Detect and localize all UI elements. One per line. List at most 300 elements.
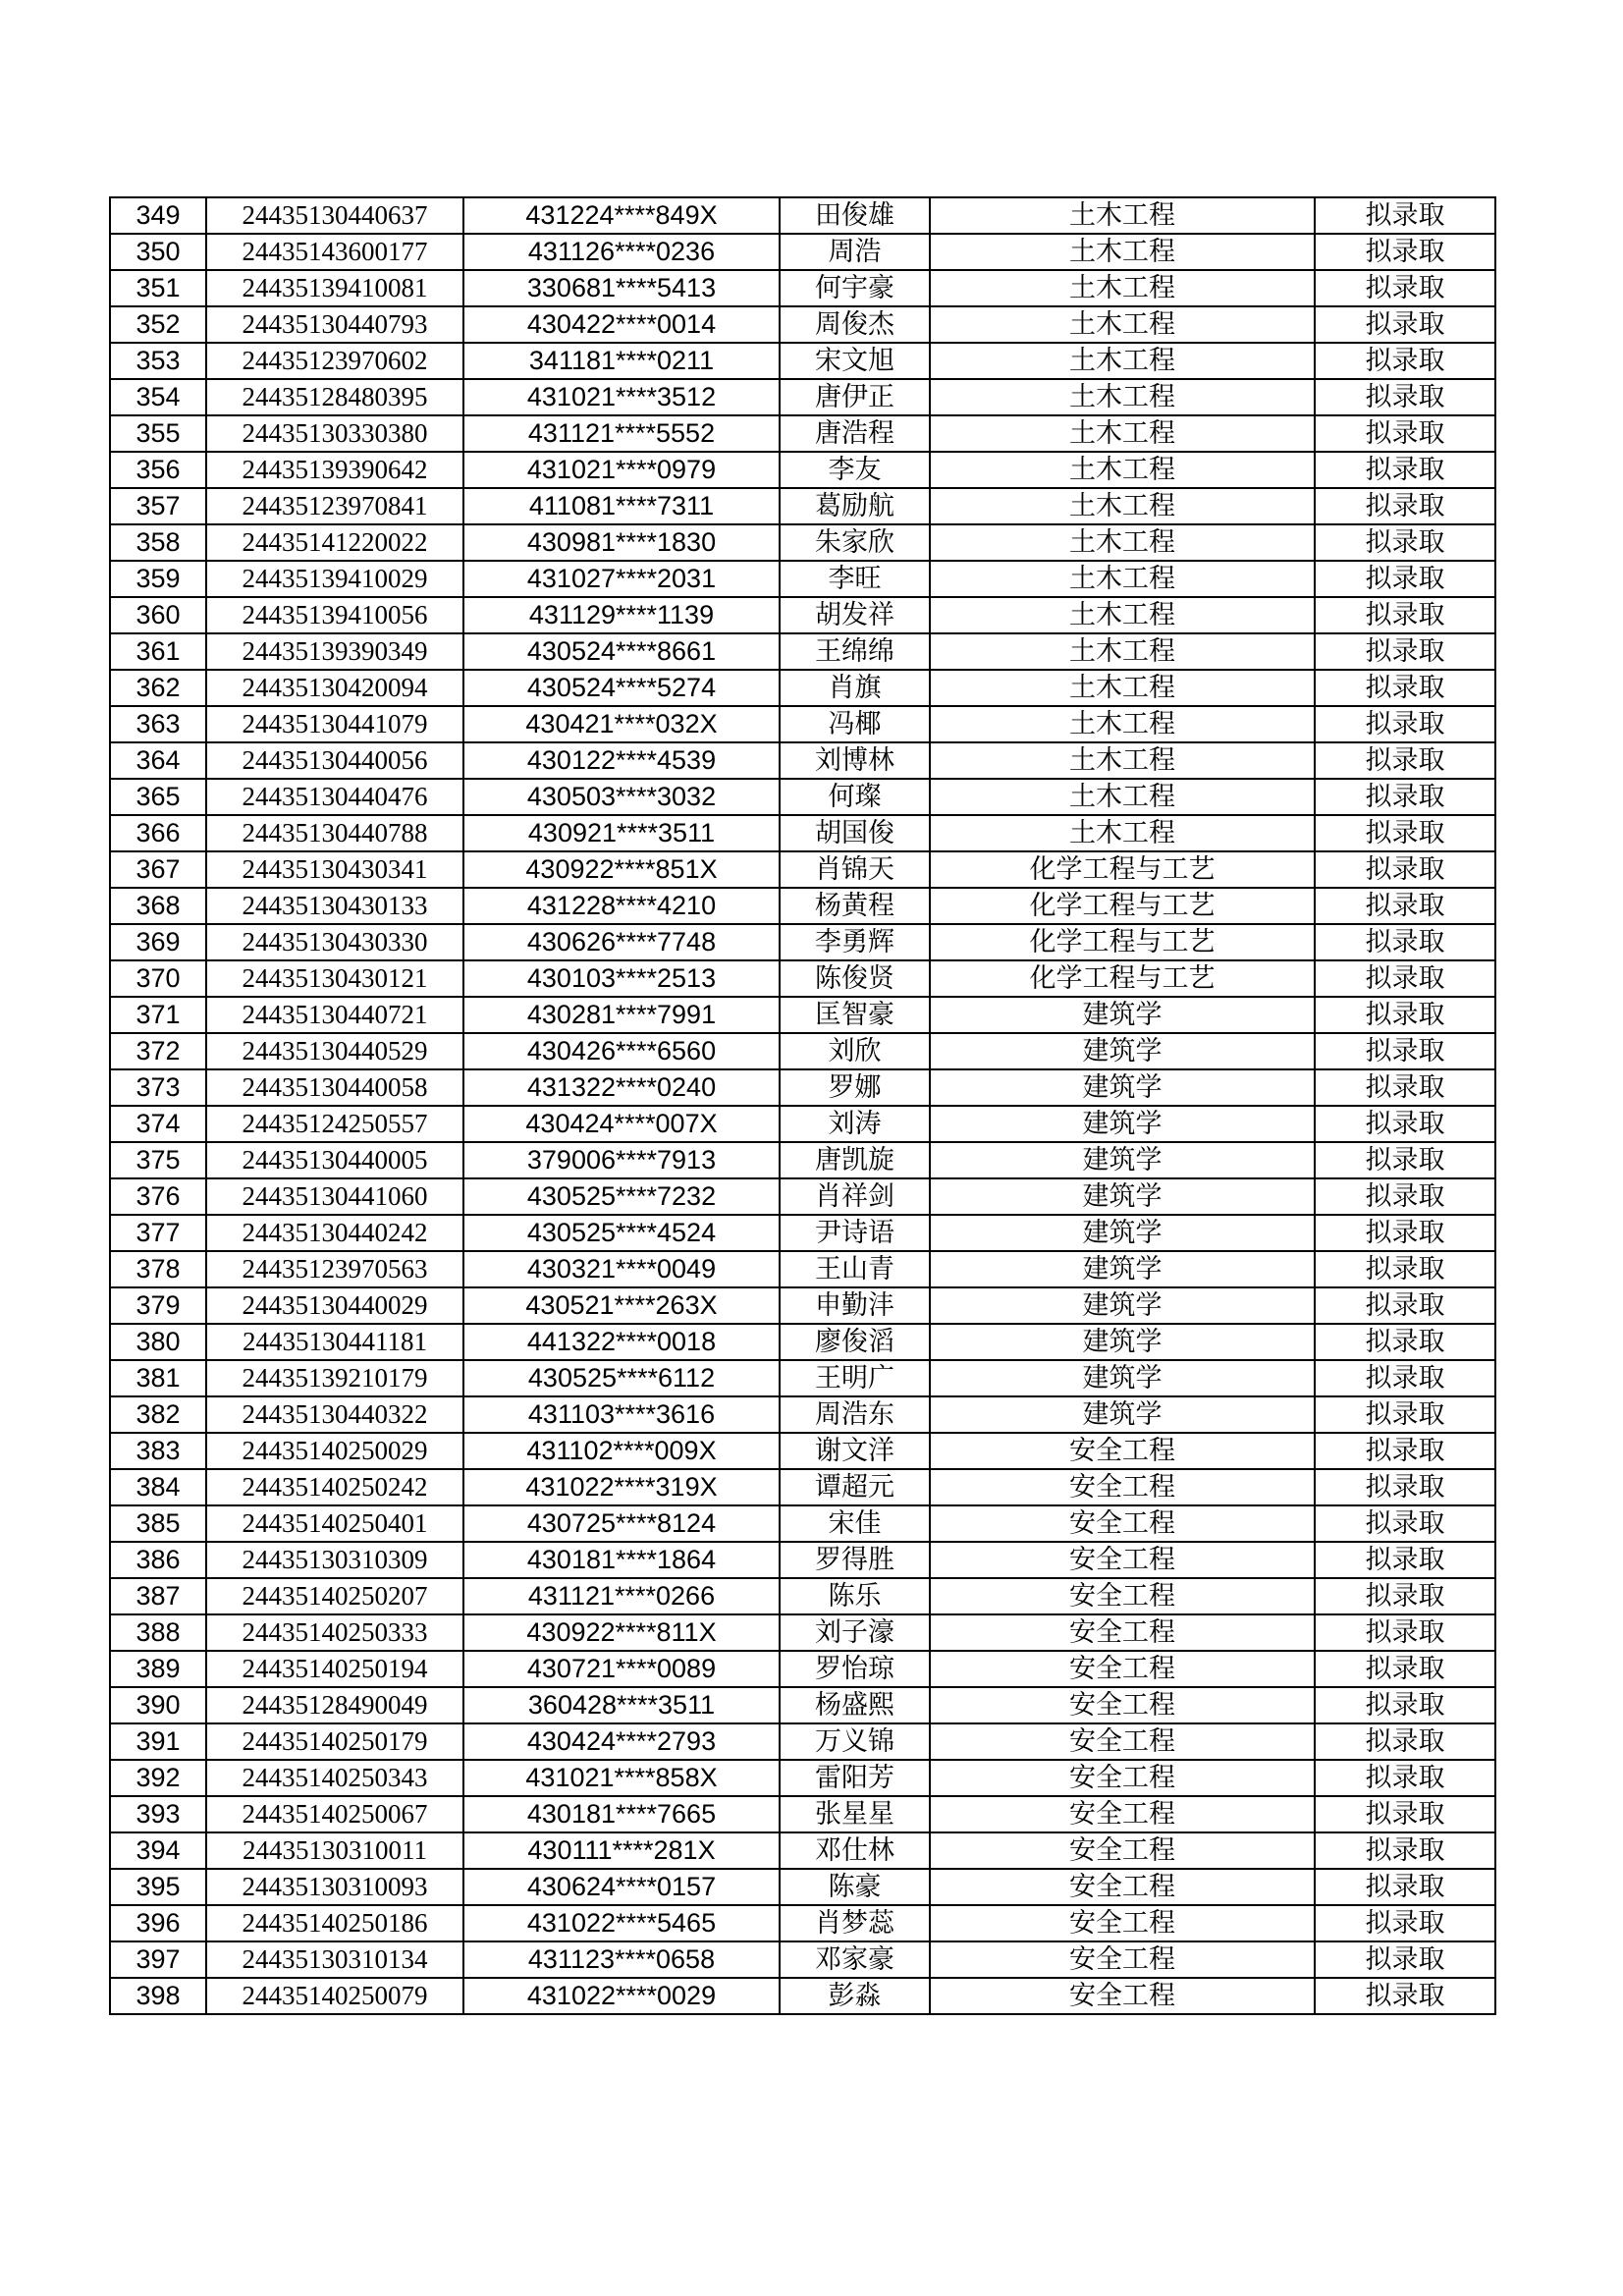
table-row	[110, 1287, 1495, 1324]
id-number-cell: 430111****281X	[463, 1832, 780, 1869]
major-cell: 安全工程	[930, 1505, 1315, 1542]
id-number-cell: 430624****0157	[463, 1869, 780, 1905]
student-name-cell: 肖旗	[780, 670, 930, 706]
exam-number-cell: 24435130440637	[206, 197, 463, 234]
table-row	[110, 1505, 1495, 1542]
status-cell: 拟录取	[1315, 1796, 1495, 1832]
student-name-cell: 罗得胜	[780, 1542, 930, 1578]
row-number-cell: 370	[110, 960, 206, 997]
id-number-cell: 430424****007X	[463, 1106, 780, 1142]
table-row	[110, 1433, 1495, 1469]
exam-number-cell: 24435140250179	[206, 1723, 463, 1760]
student-name-cell: 刘子濠	[780, 1614, 930, 1651]
status-cell: 拟录取	[1315, 197, 1495, 234]
student-name-cell: 周浩东	[780, 1396, 930, 1433]
id-number-cell: 430181****1864	[463, 1542, 780, 1578]
row-number-cell: 393	[110, 1796, 206, 1832]
exam-number-cell: 24435139210179	[206, 1360, 463, 1396]
student-name-cell: 肖祥剑	[780, 1178, 930, 1215]
major-cell: 安全工程	[930, 1687, 1315, 1723]
row-number-cell: 375	[110, 1142, 206, 1178]
id-number-cell: 379006****7913	[463, 1142, 780, 1178]
major-cell: 安全工程	[930, 1760, 1315, 1796]
exam-number-cell: 24435130440005	[206, 1142, 463, 1178]
student-name-cell: 刘涛	[780, 1106, 930, 1142]
row-number-cell: 349	[110, 197, 206, 234]
student-name-cell: 田俊雄	[780, 197, 930, 234]
exam-number-cell: 24435123970563	[206, 1251, 463, 1287]
table-row	[110, 343, 1495, 379]
exam-number-cell: 24435140250029	[206, 1433, 463, 1469]
row-number-cell: 376	[110, 1178, 206, 1215]
student-name-cell: 陈乐	[780, 1578, 930, 1614]
table-row	[110, 197, 1495, 234]
status-cell: 拟录取	[1315, 1869, 1495, 1905]
status-cell: 拟录取	[1315, 1106, 1495, 1142]
major-cell: 建筑学	[930, 997, 1315, 1033]
id-number-cell: 430525****6112	[463, 1360, 780, 1396]
major-cell: 安全工程	[930, 1578, 1315, 1614]
id-number-cell: 431021****0979	[463, 452, 780, 488]
major-cell: 土木工程	[930, 415, 1315, 452]
student-name-cell: 李旺	[780, 561, 930, 597]
student-name-cell: 万义锦	[780, 1723, 930, 1760]
major-cell: 土木工程	[930, 742, 1315, 779]
table-row	[110, 234, 1495, 270]
status-cell: 拟录取	[1315, 343, 1495, 379]
status-cell: 拟录取	[1315, 1287, 1495, 1324]
status-cell: 拟录取	[1315, 1832, 1495, 1869]
major-cell: 土木工程	[930, 234, 1315, 270]
row-number-cell: 382	[110, 1396, 206, 1433]
row-number-cell: 394	[110, 1832, 206, 1869]
id-number-cell: 431121****5552	[463, 415, 780, 452]
row-number-cell: 358	[110, 524, 206, 561]
exam-number-cell: 24435130440242	[206, 1215, 463, 1251]
row-number-cell: 351	[110, 270, 206, 306]
major-cell: 土木工程	[930, 197, 1315, 234]
status-cell: 拟录取	[1315, 1142, 1495, 1178]
major-cell: 建筑学	[930, 1396, 1315, 1433]
student-name-cell: 雷阳芳	[780, 1760, 930, 1796]
status-cell: 拟录取	[1315, 779, 1495, 815]
student-name-cell: 杨黄程	[780, 888, 930, 924]
row-number-cell: 371	[110, 997, 206, 1033]
row-number-cell: 395	[110, 1869, 206, 1905]
major-cell: 土木工程	[930, 306, 1315, 343]
exam-number-cell: 24435130440721	[206, 997, 463, 1033]
table-row	[110, 452, 1495, 488]
row-number-cell: 356	[110, 452, 206, 488]
status-cell: 拟录取	[1315, 1578, 1495, 1614]
exam-number-cell: 24435130310134	[206, 1941, 463, 1978]
status-cell: 拟录取	[1315, 1215, 1495, 1251]
row-number-cell: 366	[110, 815, 206, 851]
status-cell: 拟录取	[1315, 1033, 1495, 1069]
id-number-cell: 431322****0240	[463, 1069, 780, 1106]
student-name-cell: 宋佳	[780, 1505, 930, 1542]
student-name-cell: 冯椰	[780, 706, 930, 742]
major-cell: 安全工程	[930, 1614, 1315, 1651]
student-name-cell: 彭淼	[780, 1978, 930, 2014]
exam-number-cell: 24435140250333	[206, 1614, 463, 1651]
major-cell: 建筑学	[930, 1142, 1315, 1178]
row-number-cell: 383	[110, 1433, 206, 1469]
status-cell: 拟录取	[1315, 1360, 1495, 1396]
table-row	[110, 851, 1495, 888]
major-cell: 土木工程	[930, 633, 1315, 670]
status-cell: 拟录取	[1315, 1687, 1495, 1723]
table-row	[110, 1542, 1495, 1578]
major-cell: 土木工程	[930, 524, 1315, 561]
major-cell: 土木工程	[930, 379, 1315, 415]
student-name-cell: 唐伊正	[780, 379, 930, 415]
status-cell: 拟录取	[1315, 561, 1495, 597]
exam-number-cell: 24435130440029	[206, 1287, 463, 1324]
id-number-cell: 330681****5413	[463, 270, 780, 306]
table-row	[110, 997, 1495, 1033]
student-name-cell: 胡国俊	[780, 815, 930, 851]
id-number-cell: 431126****0236	[463, 234, 780, 270]
status-cell: 拟录取	[1315, 815, 1495, 851]
row-number-cell: 397	[110, 1941, 206, 1978]
student-name-cell: 陈俊贤	[780, 960, 930, 997]
id-number-cell: 430521****263X	[463, 1287, 780, 1324]
table-row	[110, 1796, 1495, 1832]
id-number-cell: 431022****319X	[463, 1469, 780, 1505]
status-cell: 拟录取	[1315, 633, 1495, 670]
exam-number-cell: 24435130430121	[206, 960, 463, 997]
table-row	[110, 1360, 1495, 1396]
row-number-cell: 372	[110, 1033, 206, 1069]
status-cell: 拟录取	[1315, 960, 1495, 997]
table-row	[110, 1469, 1495, 1505]
status-cell: 拟录取	[1315, 452, 1495, 488]
row-number-cell: 392	[110, 1760, 206, 1796]
status-cell: 拟录取	[1315, 379, 1495, 415]
student-name-cell: 胡发祥	[780, 597, 930, 633]
student-name-cell: 朱家欣	[780, 524, 930, 561]
exam-number-cell: 24435140250401	[206, 1505, 463, 1542]
major-cell: 建筑学	[930, 1215, 1315, 1251]
exam-number-cell: 24435141220022	[206, 524, 463, 561]
student-name-cell: 张星星	[780, 1796, 930, 1832]
exam-number-cell: 24435139410029	[206, 561, 463, 597]
major-cell: 土木工程	[930, 706, 1315, 742]
row-number-cell: 379	[110, 1287, 206, 1324]
table-row	[110, 1614, 1495, 1651]
exam-number-cell: 24435128490049	[206, 1687, 463, 1723]
student-name-cell: 唐凯旋	[780, 1142, 930, 1178]
exam-number-cell: 24435128480395	[206, 379, 463, 415]
status-cell: 拟录取	[1315, 851, 1495, 888]
row-number-cell: 385	[110, 1505, 206, 1542]
id-number-cell: 430422****0014	[463, 306, 780, 343]
table-row	[110, 1178, 1495, 1215]
exam-number-cell: 24435140250242	[206, 1469, 463, 1505]
major-cell: 安全工程	[930, 1978, 1315, 2014]
row-number-cell: 350	[110, 234, 206, 270]
id-number-cell: 431021****858X	[463, 1760, 780, 1796]
table-row	[110, 306, 1495, 343]
major-cell: 建筑学	[930, 1251, 1315, 1287]
exam-number-cell: 24435139410081	[206, 270, 463, 306]
student-name-cell: 罗怡琼	[780, 1651, 930, 1687]
id-number-cell: 430922****851X	[463, 851, 780, 888]
student-name-cell: 李勇辉	[780, 924, 930, 960]
student-name-cell: 何宇豪	[780, 270, 930, 306]
major-cell: 建筑学	[930, 1069, 1315, 1106]
major-cell: 建筑学	[930, 1106, 1315, 1142]
status-cell: 拟录取	[1315, 597, 1495, 633]
student-name-cell: 谢文洋	[780, 1433, 930, 1469]
table-row	[110, 1687, 1495, 1723]
row-number-cell: 378	[110, 1251, 206, 1287]
student-name-cell: 谭超元	[780, 1469, 930, 1505]
major-cell: 安全工程	[930, 1723, 1315, 1760]
student-name-cell: 申勤沣	[780, 1287, 930, 1324]
student-name-cell: 李友	[780, 452, 930, 488]
id-number-cell: 360428****3511	[463, 1687, 780, 1723]
status-cell: 拟录取	[1315, 1651, 1495, 1687]
status-cell: 拟录取	[1315, 1069, 1495, 1106]
table-row	[110, 1033, 1495, 1069]
status-cell: 拟录取	[1315, 1251, 1495, 1287]
exam-number-cell: 24435130420094	[206, 670, 463, 706]
id-number-cell: 430525****4524	[463, 1215, 780, 1251]
student-name-cell: 刘博林	[780, 742, 930, 779]
table-row	[110, 1142, 1495, 1178]
student-name-cell: 王绵绵	[780, 633, 930, 670]
id-number-cell: 431021****3512	[463, 379, 780, 415]
status-cell: 拟录取	[1315, 1396, 1495, 1433]
status-cell: 拟录取	[1315, 488, 1495, 524]
table-row	[110, 1106, 1495, 1142]
major-cell: 土木工程	[930, 270, 1315, 306]
table-row	[110, 415, 1495, 452]
row-number-cell: 396	[110, 1905, 206, 1941]
row-number-cell: 352	[110, 306, 206, 343]
id-number-cell: 430426****6560	[463, 1033, 780, 1069]
table-row	[110, 815, 1495, 851]
id-number-cell: 430424****2793	[463, 1723, 780, 1760]
status-cell: 拟录取	[1315, 415, 1495, 452]
id-number-cell: 431102****009X	[463, 1433, 780, 1469]
exam-number-cell: 24435130310093	[206, 1869, 463, 1905]
student-name-cell: 邓仕林	[780, 1832, 930, 1869]
student-name-cell: 匡智豪	[780, 997, 930, 1033]
row-number-cell: 367	[110, 851, 206, 888]
row-number-cell: 359	[110, 561, 206, 597]
table-row	[110, 524, 1495, 561]
row-number-cell: 373	[110, 1069, 206, 1106]
student-name-cell: 陈豪	[780, 1869, 930, 1905]
major-cell: 土木工程	[930, 815, 1315, 851]
table-row	[110, 1905, 1495, 1941]
exam-number-cell: 24435130440056	[206, 742, 463, 779]
table-row	[110, 633, 1495, 670]
table-row	[110, 670, 1495, 706]
exam-number-cell: 24435140250194	[206, 1651, 463, 1687]
row-number-cell: 387	[110, 1578, 206, 1614]
id-number-cell: 430725****8124	[463, 1505, 780, 1542]
major-cell: 建筑学	[930, 1287, 1315, 1324]
exam-number-cell: 24435140250343	[206, 1760, 463, 1796]
admission-table-body	[110, 197, 1495, 2014]
table-row	[110, 1251, 1495, 1287]
row-number-cell: 357	[110, 488, 206, 524]
table-row	[110, 1978, 1495, 2014]
exam-number-cell: 24435130330380	[206, 415, 463, 452]
exam-number-cell: 24435123970841	[206, 488, 463, 524]
row-number-cell: 398	[110, 1978, 206, 2014]
status-cell: 拟录取	[1315, 1433, 1495, 1469]
row-number-cell: 353	[110, 343, 206, 379]
table-row	[110, 1723, 1495, 1760]
exam-number-cell: 24435130441060	[206, 1178, 463, 1215]
id-number-cell: 430524****5274	[463, 670, 780, 706]
table-row	[110, 779, 1495, 815]
table-row	[110, 924, 1495, 960]
row-number-cell: 381	[110, 1360, 206, 1396]
id-number-cell: 431022****5465	[463, 1905, 780, 1941]
exam-number-cell: 24435130440793	[206, 306, 463, 343]
exam-number-cell: 24435130430341	[206, 851, 463, 888]
major-cell: 土木工程	[930, 779, 1315, 815]
student-name-cell: 王明广	[780, 1360, 930, 1396]
status-cell: 拟录取	[1315, 670, 1495, 706]
id-number-cell: 430921****3511	[463, 815, 780, 851]
id-number-cell: 431121****0266	[463, 1578, 780, 1614]
table-row	[110, 1578, 1495, 1614]
status-cell: 拟录取	[1315, 1941, 1495, 1978]
row-number-cell: 386	[110, 1542, 206, 1578]
row-number-cell: 388	[110, 1614, 206, 1651]
table-row	[110, 1215, 1495, 1251]
status-cell: 拟录取	[1315, 1469, 1495, 1505]
row-number-cell: 361	[110, 633, 206, 670]
row-number-cell: 360	[110, 597, 206, 633]
status-cell: 拟录取	[1315, 1178, 1495, 1215]
major-cell: 安全工程	[930, 1869, 1315, 1905]
table-row	[110, 270, 1495, 306]
student-name-cell: 罗娜	[780, 1069, 930, 1106]
exam-number-cell: 24435130430330	[206, 924, 463, 960]
id-number-cell: 430525****7232	[463, 1178, 780, 1215]
id-number-cell: 441322****0018	[463, 1324, 780, 1360]
student-name-cell: 肖梦蕊	[780, 1905, 930, 1941]
status-cell: 拟录取	[1315, 742, 1495, 779]
id-number-cell: 431228****4210	[463, 888, 780, 924]
exam-number-cell: 24435124250557	[206, 1106, 463, 1142]
student-name-cell: 尹诗语	[780, 1215, 930, 1251]
student-name-cell: 葛励航	[780, 488, 930, 524]
major-cell: 安全工程	[930, 1796, 1315, 1832]
student-name-cell: 宋文旭	[780, 343, 930, 379]
major-cell: 建筑学	[930, 1324, 1315, 1360]
status-cell: 拟录取	[1315, 524, 1495, 561]
table-row	[110, 1069, 1495, 1106]
exam-number-cell: 24435140250186	[206, 1905, 463, 1941]
student-name-cell: 王山青	[780, 1251, 930, 1287]
admission-table	[109, 196, 1496, 2015]
major-cell: 安全工程	[930, 1433, 1315, 1469]
id-number-cell: 430503****3032	[463, 779, 780, 815]
exam-number-cell: 24435139410056	[206, 597, 463, 633]
table-row	[110, 1869, 1495, 1905]
exam-number-cell: 24435140250067	[206, 1796, 463, 1832]
major-cell: 化学工程与工艺	[930, 851, 1315, 888]
id-number-cell: 341181****0211	[463, 343, 780, 379]
table-row	[110, 1832, 1495, 1869]
status-cell: 拟录取	[1315, 1905, 1495, 1941]
id-number-cell: 431022****0029	[463, 1978, 780, 2014]
exam-number-cell: 24435130440529	[206, 1033, 463, 1069]
status-cell: 拟录取	[1315, 1542, 1495, 1578]
id-number-cell: 430321****0049	[463, 1251, 780, 1287]
row-number-cell: 364	[110, 742, 206, 779]
row-number-cell: 363	[110, 706, 206, 742]
major-cell: 土木工程	[930, 597, 1315, 633]
table-row	[110, 888, 1495, 924]
student-name-cell: 肖锦天	[780, 851, 930, 888]
major-cell: 安全工程	[930, 1651, 1315, 1687]
major-cell: 安全工程	[930, 1941, 1315, 1978]
row-number-cell: 369	[110, 924, 206, 960]
row-number-cell: 368	[110, 888, 206, 924]
id-number-cell: 430922****811X	[463, 1614, 780, 1651]
table-row	[110, 488, 1495, 524]
exam-number-cell: 24435130441079	[206, 706, 463, 742]
table-row	[110, 1651, 1495, 1687]
status-cell: 拟录取	[1315, 1614, 1495, 1651]
student-name-cell: 邓家豪	[780, 1941, 930, 1978]
id-number-cell: 430721****0089	[463, 1651, 780, 1687]
id-number-cell: 431123****0658	[463, 1941, 780, 1978]
exam-number-cell: 24435130441181	[206, 1324, 463, 1360]
major-cell: 化学工程与工艺	[930, 960, 1315, 997]
id-number-cell: 430981****1830	[463, 524, 780, 561]
status-cell: 拟录取	[1315, 924, 1495, 960]
major-cell: 土木工程	[930, 452, 1315, 488]
id-number-cell: 430524****8661	[463, 633, 780, 670]
row-number-cell: 384	[110, 1469, 206, 1505]
major-cell: 安全工程	[930, 1542, 1315, 1578]
row-number-cell: 389	[110, 1651, 206, 1687]
id-number-cell: 431224****849X	[463, 197, 780, 234]
student-name-cell: 周浩	[780, 234, 930, 270]
id-number-cell: 431027****2031	[463, 561, 780, 597]
major-cell: 土木工程	[930, 343, 1315, 379]
table-row	[110, 1760, 1495, 1796]
table-row	[110, 1396, 1495, 1433]
major-cell: 安全工程	[930, 1905, 1315, 1941]
major-cell: 土木工程	[930, 561, 1315, 597]
student-name-cell: 唐浩程	[780, 415, 930, 452]
status-cell: 拟录取	[1315, 1760, 1495, 1796]
major-cell: 化学工程与工艺	[930, 924, 1315, 960]
student-name-cell: 何璨	[780, 779, 930, 815]
exam-number-cell: 24435130310309	[206, 1542, 463, 1578]
exam-number-cell: 24435143600177	[206, 234, 463, 270]
table-row	[110, 379, 1495, 415]
status-cell: 拟录取	[1315, 234, 1495, 270]
exam-number-cell: 24435140250079	[206, 1978, 463, 2014]
exam-number-cell: 24435140250207	[206, 1578, 463, 1614]
exam-number-cell: 24435123970602	[206, 343, 463, 379]
row-number-cell: 355	[110, 415, 206, 452]
status-cell: 拟录取	[1315, 1723, 1495, 1760]
